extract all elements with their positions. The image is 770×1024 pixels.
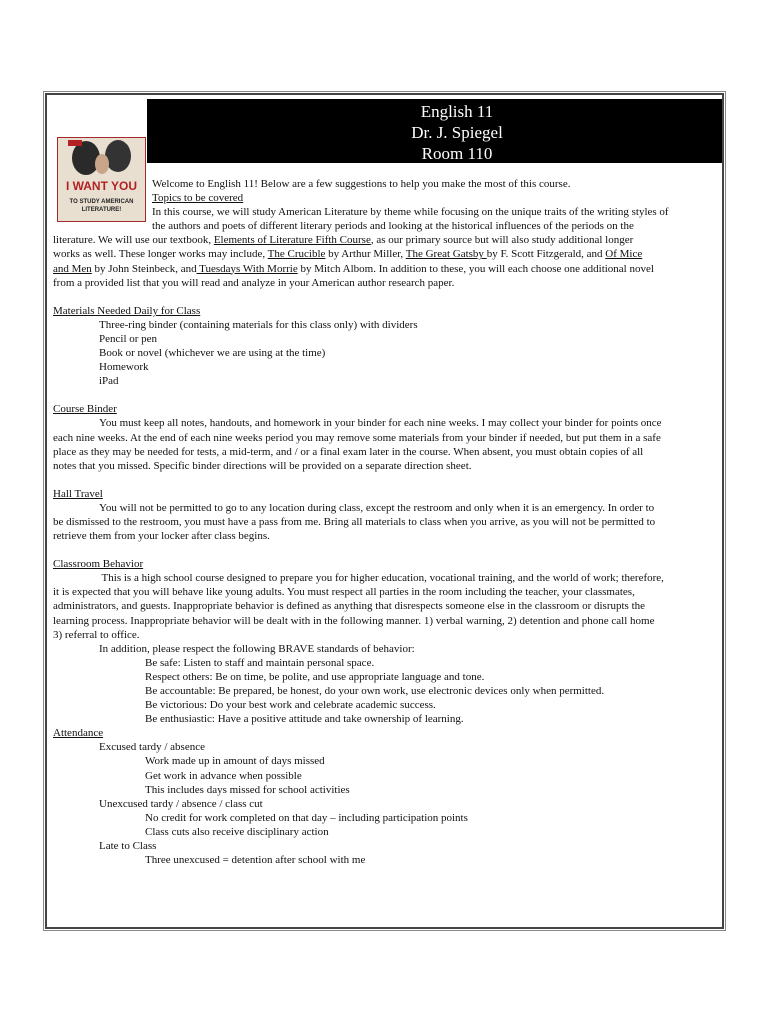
excused-heading: Excused tardy / absence [99, 741, 205, 754]
room-number: Room 110 [421, 144, 493, 163]
brave-item: Be accountable: Be prepared, be honest, do your own work, use electronic devices only when permitted. [145, 685, 605, 697]
document-page [45, 93, 724, 929]
behavior-heading: Classroom Behavior [53, 558, 144, 571]
hall-line: be dismissed to the restroom, you must have a pass from me. Bring all materials to class when you arrive, as you will not be permitted to [53, 515, 656, 528]
book-the-crucible: The Crucible [267, 248, 326, 261]
document-body [53, 177, 717, 867]
hall-line: You will not be permitted to go to any location during class, except the restroom and only when it is an emergency. In order to [99, 501, 655, 514]
materials-item: iPad [99, 375, 119, 388]
teacher-name: Dr. J. Spiegel [411, 123, 503, 142]
unexcused-item: Class cuts also receive disciplinary action [145, 825, 329, 838]
book-tuesdays-with-morrie: Tuesdays With Morrie [196, 262, 298, 275]
book-great-gatsby: The Great Gatsby [405, 248, 487, 261]
binder-heading: Course Binder [53, 403, 117, 416]
unexcused-heading: Unexcused tardy / absence / class cut [99, 797, 263, 810]
attendance-heading: Attendance [53, 727, 104, 740]
late-heading: Late to Class [99, 840, 157, 853]
intro-line-2: the authors and poets of different literary periods and looking at the historical influences of the periods on the [152, 220, 634, 233]
poster-line-1: I WANT YOU [65, 179, 138, 193]
excused-item: Get work in advance when possible [145, 769, 302, 782]
behavior-line: This is a high school course designed to prepare you for higher education, vocational training, and the world of work; therefore, [99, 572, 664, 585]
course-title: English 11 [420, 102, 494, 121]
materials-item: Three-ring binder (containing materials for this class only) with dividers [99, 318, 418, 331]
materials-heading: Materials Needed Daily for Class [53, 304, 201, 317]
header-banner [147, 99, 724, 163]
book-of-mice-and-men-part2: and Men [53, 262, 92, 275]
intro-line-1: In this course, we will study American Literature by theme while focusing on the unique traits of the writing styles of [152, 206, 669, 219]
intro-line-4: works as well. These longer works may include, The Crucible by Arthur Miller, The Great Gatsby by F. Scott Fitzgerald, and Of Mice [53, 248, 643, 261]
behavior-line: it is expected that you will behave like young adults. You must respect all parties in the room including the teacher, your classmates, [53, 586, 635, 599]
behavior-line: administrators, and guests. Inappropriate behavior is defined as anything that disrespects someone else in the classroom or disrupts the [53, 600, 646, 613]
intro-line-6: from a provided list that you will read and analyze in your American author research paper. [53, 276, 455, 289]
brave-intro: In addition, please respect the following BRAVE standards of behavior: [99, 642, 415, 655]
brave-item: Be safe: Listen to staff and maintain personal space. [145, 656, 375, 669]
poster-line-3: LITERATURE! [81, 207, 122, 213]
materials-item: Pencil or pen [99, 332, 158, 345]
book-of-mice-and-men-part1: Of Mice [605, 248, 643, 261]
brave-item: Be enthusiastic: Have a positive attitude and take ownership of learning. [145, 713, 464, 726]
binder-line: You must keep all notes, handouts, and homework in your binder for each nine weeks. I may collect your binder for points once [99, 417, 662, 430]
materials-item: Book or novel (whichever we are using at the time) [99, 347, 326, 360]
intro-line-5: and Men by John Steinbeck, and Tuesdays With Morrie by Mitch Albom. In addition to these, you will each choose one additional novel [53, 262, 654, 275]
excused-item: Work made up in amount of days missed [145, 755, 325, 768]
topics-heading: Topics to be covered [152, 192, 244, 205]
unexcused-item: No credit for work completed on that day – including participation points [145, 811, 468, 824]
excused-item: This includes days missed for school activities [145, 783, 350, 796]
textbook-title: Elements of Literature Fifth Course [213, 234, 371, 247]
binder-line: place as they may be needed for tests, a mid-term, and / or a final exam later in the course. When absent, you must obtain copies of all [53, 445, 644, 458]
binder-line: each nine weeks. At the end of each nine weeks period you may remove some materials from your binder if needed, but put them in a safe [53, 431, 661, 444]
hall-travel-heading: Hall Travel [53, 487, 103, 500]
brave-item: Respect others: Be on time, be polite, and use appropriate language and tone. [145, 670, 485, 683]
welcome-line: Welcome to English 11! Below are a few suggestions to help you make the most of this course. [152, 178, 571, 190]
late-item: Three unexcused = detention after school with me [145, 854, 366, 867]
materials-item: Homework [99, 361, 149, 374]
intro-line-3: literature. We will use our textbook, Elements of Literature Fifth Course, as our primary source but will also study additional longer [53, 234, 634, 247]
behavior-line: 3) referral to office. [53, 628, 140, 641]
binder-line: notes that you missed. Specific binder directions will be provided on a separate direction sheet. [53, 459, 472, 472]
poster-line-2: TO STUDY AMERICAN [69, 199, 134, 205]
brave-item: Be victorious: Do your best work and celebrate academic success. [145, 699, 436, 712]
behavior-line: learning process. Inappropriate behavior will be dealt with in the following manner. 1) verbal warning, 2) detention and phone call home [53, 614, 655, 627]
hall-line: retrieve them from your locker after class begins. [53, 530, 270, 543]
